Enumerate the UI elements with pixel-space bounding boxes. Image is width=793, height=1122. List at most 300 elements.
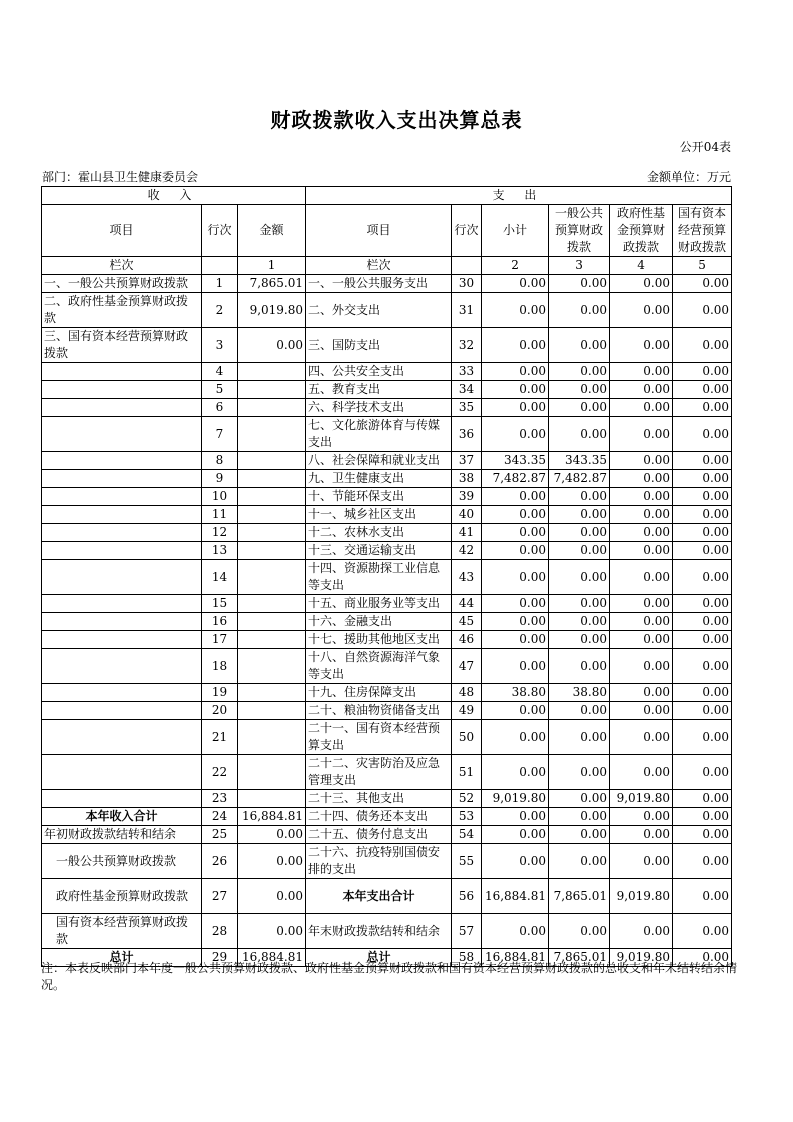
general-budget-amount: 0.00 [549, 488, 610, 506]
expense-row-number: 47 [452, 649, 482, 684]
state-capital-amount: 0.00 [673, 808, 732, 826]
expense-item: 二十三、其他支出 [306, 790, 452, 808]
expense-item: 十六、金融支出 [306, 613, 452, 631]
table-row [42, 844, 732, 879]
income-row-number: 14 [202, 560, 238, 595]
table-row [42, 914, 732, 949]
general-budget-amount: 7,865.01 [549, 879, 610, 914]
state-capital-amount: 0.00 [673, 649, 732, 684]
state-capital-amount: 0.00 [673, 560, 732, 595]
table-row [42, 595, 732, 613]
gov-fund-amount: 0.00 [610, 399, 673, 417]
income-amount: 0.00 [238, 914, 306, 949]
income-item [42, 649, 202, 684]
table-row [42, 399, 732, 417]
state-capital-header: 国有资本经营预算财政拨款 [673, 205, 732, 257]
income-amount [238, 452, 306, 470]
table-row [42, 488, 732, 506]
income-amount [238, 399, 306, 417]
general-budget-amount: 343.35 [549, 452, 610, 470]
expense-item: 一、一般公共服务支出 [306, 275, 452, 293]
income-amount: 16,884.81 [238, 949, 306, 967]
expense-item: 二十、粮油物资储备支出 [306, 702, 452, 720]
general-budget-amount: 0.00 [549, 399, 610, 417]
column-label: 栏次 [42, 257, 202, 275]
income-item [42, 631, 202, 649]
income-row-number: 1 [202, 275, 238, 293]
subtotal-amount: 0.00 [482, 755, 549, 790]
gov-fund-amount: 0.00 [610, 755, 673, 790]
income-row-number: 18 [202, 649, 238, 684]
expense-row-number: 51 [452, 755, 482, 790]
subtotal-amount: 0.00 [482, 595, 549, 613]
expense-item: 十四、资源勘探工业信息等支出 [306, 560, 452, 595]
expense-item: 十、节能环保支出 [306, 488, 452, 506]
expense-item: 二、外交支出 [306, 293, 452, 328]
income-row-number: 4 [202, 363, 238, 381]
general-budget-amount: 0.00 [549, 844, 610, 879]
income-amount [238, 417, 306, 452]
expense-item: 十九、住房保障支出 [306, 684, 452, 702]
table-row [42, 452, 732, 470]
expense-row-number: 55 [452, 844, 482, 879]
expense-row-number: 38 [452, 470, 482, 488]
income-row-number: 16 [202, 613, 238, 631]
general-budget-amount: 7,482.87 [549, 470, 610, 488]
income-row-number: 27 [202, 879, 238, 914]
subtotal-amount: 0.00 [482, 488, 549, 506]
income-header: 收 入 [42, 187, 306, 205]
table-note: 注：本表反映部门本年度一般公共预算财政拨款、政府性基金预算财政拨款和国有资本经营预算财政拨款的总收支和年末结转结余情况。 [41, 961, 738, 992]
income-row-number: 20 [202, 702, 238, 720]
state-capital-amount: 0.00 [673, 790, 732, 808]
subtotal-amount: 16,884.81 [482, 949, 549, 967]
income-item-header: 项目 [42, 205, 202, 257]
expense-row-number: 46 [452, 631, 482, 649]
empty-cell [452, 257, 482, 275]
income-item [42, 488, 202, 506]
gov-fund-amount: 0.00 [610, 506, 673, 524]
income-amount [238, 613, 306, 631]
expense-row-number: 44 [452, 595, 482, 613]
subtotal-amount: 0.00 [482, 381, 549, 399]
expense-item: 五、教育支出 [306, 381, 452, 399]
income-item: 二、政府性基金预算财政拨款 [42, 293, 202, 328]
income-row-number: 13 [202, 542, 238, 560]
general-budget-amount: 0.00 [549, 417, 610, 452]
income-row-number: 15 [202, 595, 238, 613]
general-budget-amount: 0.00 [549, 542, 610, 560]
income-row-number: 3 [202, 328, 238, 363]
income-item [42, 720, 202, 755]
general-budget-amount: 0.00 [549, 506, 610, 524]
table-row [42, 560, 732, 595]
column-number-1: 1 [238, 257, 306, 275]
expense-item: 二十二、灾害防治及应急管理支出 [306, 755, 452, 790]
income-row-number: 24 [202, 808, 238, 826]
state-capital-amount: 0.00 [673, 452, 732, 470]
expense-row-number: 42 [452, 542, 482, 560]
gov-fund-amount: 0.00 [610, 844, 673, 879]
state-capital-amount: 0.00 [673, 826, 732, 844]
expense-row-number: 45 [452, 613, 482, 631]
expense-item: 十二、农林水支出 [306, 524, 452, 542]
gov-fund-amount: 0.00 [610, 702, 673, 720]
expense-item: 十八、自然资源海洋气象等支出 [306, 649, 452, 684]
table-row [42, 826, 732, 844]
subtotal-amount: 0.00 [482, 720, 549, 755]
table-row [42, 470, 732, 488]
income-amount [238, 631, 306, 649]
income-amount [238, 790, 306, 808]
subtotal-amount: 0.00 [482, 363, 549, 381]
state-capital-amount: 0.00 [673, 595, 732, 613]
gov-fund-header: 政府性基金预算财政拨款 [610, 205, 673, 257]
income-amount [238, 684, 306, 702]
table-row [42, 649, 732, 684]
gov-fund-amount: 0.00 [610, 649, 673, 684]
table-row [42, 524, 732, 542]
column-number-2: 2 [482, 257, 549, 275]
general-budget-amount: 7,865.01 [549, 949, 610, 967]
subtotal-amount: 0.00 [482, 275, 549, 293]
expense-header: 支 出 [306, 187, 732, 205]
table-row [42, 506, 732, 524]
income-item [42, 560, 202, 595]
income-row-number: 5 [202, 381, 238, 399]
expense-row-number: 39 [452, 488, 482, 506]
table-row [42, 381, 732, 399]
expense-row-number: 48 [452, 684, 482, 702]
expense-row-number: 37 [452, 452, 482, 470]
table-row [42, 790, 732, 808]
subtotal-amount: 38.80 [482, 684, 549, 702]
state-capital-amount: 0.00 [673, 381, 732, 399]
table-row [42, 613, 732, 631]
general-budget-amount: 0.00 [549, 293, 610, 328]
table-row [42, 702, 732, 720]
income-row-number: 6 [202, 399, 238, 417]
income-row-number: 25 [202, 826, 238, 844]
gov-fund-amount: 0.00 [610, 542, 673, 560]
subtotal-amount: 343.35 [482, 452, 549, 470]
income-row-number: 26 [202, 844, 238, 879]
subtotal-amount: 0.00 [482, 399, 549, 417]
general-budget-amount: 0.00 [549, 524, 610, 542]
income-amount [238, 649, 306, 684]
income-item: 总计 [42, 949, 202, 967]
income-row-number: 11 [202, 506, 238, 524]
income-rowno-header: 行次 [202, 205, 238, 257]
subtotal-header: 小计 [482, 205, 549, 257]
state-capital-amount: 0.00 [673, 470, 732, 488]
budget-summary-table [41, 186, 732, 967]
income-amount-header: 金额 [238, 205, 306, 257]
subtotal-amount: 16,884.81 [482, 879, 549, 914]
income-item [42, 363, 202, 381]
subtotal-amount: 0.00 [482, 524, 549, 542]
gov-fund-amount: 9,019.80 [610, 790, 673, 808]
gov-fund-amount: 9,019.80 [610, 879, 673, 914]
expense-row-number: 41 [452, 524, 482, 542]
state-capital-amount: 0.00 [673, 524, 732, 542]
income-row-number: 22 [202, 755, 238, 790]
income-item: 本年收入合计 [42, 808, 202, 826]
income-amount [238, 560, 306, 595]
income-item [42, 470, 202, 488]
expense-row-number: 31 [452, 293, 482, 328]
general-budget-amount: 0.00 [549, 328, 610, 363]
state-capital-amount: 0.00 [673, 363, 732, 381]
gov-fund-amount: 0.00 [610, 275, 673, 293]
expense-item: 二十四、债务还本支出 [306, 808, 452, 826]
state-capital-amount: 0.00 [673, 914, 732, 949]
expense-item: 二十一、国有资本经营预算支出 [306, 720, 452, 755]
general-budget-amount: 0.00 [549, 649, 610, 684]
expense-row-number: 56 [452, 879, 482, 914]
gov-fund-amount: 0.00 [610, 560, 673, 595]
general-budget-amount: 0.00 [549, 808, 610, 826]
state-capital-amount: 0.00 [673, 755, 732, 790]
expense-item: 八、社会保障和就业支出 [306, 452, 452, 470]
expense-row-number: 33 [452, 363, 482, 381]
income-amount [238, 755, 306, 790]
expense-row-number: 36 [452, 417, 482, 452]
gov-fund-amount: 0.00 [610, 613, 673, 631]
general-budget-amount: 38.80 [549, 684, 610, 702]
income-row-number: 17 [202, 631, 238, 649]
subtotal-amount: 0.00 [482, 914, 549, 949]
expense-row-number: 34 [452, 381, 482, 399]
general-budget-header: 一般公共预算财政拨款 [549, 205, 610, 257]
expense-item: 十三、交通运输支出 [306, 542, 452, 560]
expense-item: 四、公共安全支出 [306, 363, 452, 381]
table-row [42, 684, 732, 702]
income-amount [238, 488, 306, 506]
expense-item: 十一、城乡社区支出 [306, 506, 452, 524]
expense-row-number: 35 [452, 399, 482, 417]
income-item [42, 702, 202, 720]
state-capital-amount: 0.00 [673, 613, 732, 631]
income-row-number: 12 [202, 524, 238, 542]
gov-fund-amount: 0.00 [610, 720, 673, 755]
income-item [42, 684, 202, 702]
income-amount: 0.00 [238, 328, 306, 363]
state-capital-amount: 0.00 [673, 417, 732, 452]
income-row-number: 10 [202, 488, 238, 506]
subtotal-amount: 0.00 [482, 506, 549, 524]
column-label: 栏次 [306, 257, 452, 275]
income-item [42, 417, 202, 452]
department-label: 部门：霍山县卫生健康委员会 [42, 170, 199, 184]
gov-fund-amount: 0.00 [610, 524, 673, 542]
income-item [42, 506, 202, 524]
income-amount [238, 363, 306, 381]
table-row [42, 363, 732, 381]
income-amount [238, 524, 306, 542]
state-capital-amount: 0.00 [673, 720, 732, 755]
state-capital-amount: 0.00 [673, 879, 732, 914]
income-item: 三、国有资本经营预算财政拨款 [42, 328, 202, 363]
income-item: 一、一般公共预算财政拨款 [42, 275, 202, 293]
table-row [42, 631, 732, 649]
state-capital-amount: 0.00 [673, 293, 732, 328]
state-capital-amount: 0.00 [673, 631, 732, 649]
subtotal-amount: 0.00 [482, 649, 549, 684]
income-row-number: 29 [202, 949, 238, 967]
gov-fund-amount: 0.00 [610, 293, 673, 328]
state-capital-amount: 0.00 [673, 844, 732, 879]
column-number-4: 4 [610, 257, 673, 275]
gov-fund-amount: 0.00 [610, 808, 673, 826]
income-item: 年初财政拨款结转和结余 [42, 826, 202, 844]
income-item [42, 399, 202, 417]
income-amount: 7,865.01 [238, 275, 306, 293]
state-capital-amount: 0.00 [673, 702, 732, 720]
state-capital-amount: 0.00 [673, 399, 732, 417]
income-item: 国有资本经营预算财政拨款 [42, 914, 202, 949]
expense-row-number: 32 [452, 328, 482, 363]
income-item [42, 452, 202, 470]
subtotal-amount: 0.00 [482, 613, 549, 631]
income-amount [238, 595, 306, 613]
subtotal-amount: 7,482.87 [482, 470, 549, 488]
expense-item: 总计 [306, 949, 452, 967]
table-row [42, 275, 732, 293]
empty-cell [202, 257, 238, 275]
expense-row-number: 30 [452, 275, 482, 293]
gov-fund-amount: 9,019.80 [610, 949, 673, 967]
income-row-number: 21 [202, 720, 238, 755]
table-row [42, 328, 732, 363]
table-row [42, 720, 732, 755]
income-row-number: 28 [202, 914, 238, 949]
income-amount [238, 506, 306, 524]
general-budget-amount: 0.00 [549, 275, 610, 293]
state-capital-amount: 0.00 [673, 488, 732, 506]
expense-item: 七、文化旅游体育与传媒支出 [306, 417, 452, 452]
subtotal-amount: 0.00 [482, 631, 549, 649]
state-capital-amount: 0.00 [673, 506, 732, 524]
income-row-number: 9 [202, 470, 238, 488]
column-number-3: 3 [549, 257, 610, 275]
state-capital-amount: 0.00 [673, 684, 732, 702]
general-budget-amount: 0.00 [549, 595, 610, 613]
subtotal-amount: 0.00 [482, 826, 549, 844]
income-item [42, 381, 202, 399]
expense-row-number: 50 [452, 720, 482, 755]
gov-fund-amount: 0.00 [610, 363, 673, 381]
income-item [42, 755, 202, 790]
subtotal-amount: 0.00 [482, 417, 549, 452]
income-item: 政府性基金预算财政拨款 [42, 879, 202, 914]
expense-item: 十五、商业服务业等支出 [306, 595, 452, 613]
state-capital-amount: 0.00 [673, 949, 732, 967]
income-amount: 9,019.80 [238, 293, 306, 328]
state-capital-amount: 0.00 [673, 542, 732, 560]
income-item [42, 790, 202, 808]
form-number: 公开04表 [679, 140, 731, 154]
income-amount [238, 702, 306, 720]
table-row [42, 879, 732, 914]
state-capital-amount: 0.00 [673, 328, 732, 363]
expense-item: 本年支出合计 [306, 879, 452, 914]
subtotal-amount: 0.00 [482, 293, 549, 328]
table-row [42, 542, 732, 560]
gov-fund-amount: 0.00 [610, 470, 673, 488]
general-budget-amount: 0.00 [549, 826, 610, 844]
income-row-number: 19 [202, 684, 238, 702]
gov-fund-amount: 0.00 [610, 595, 673, 613]
general-budget-amount: 0.00 [549, 702, 610, 720]
gov-fund-amount: 0.00 [610, 381, 673, 399]
table-row [42, 293, 732, 328]
expense-row-number: 49 [452, 702, 482, 720]
expense-item-header: 项目 [306, 205, 452, 257]
subtotal-amount: 0.00 [482, 808, 549, 826]
table-row [42, 755, 732, 790]
subtotal-amount: 0.00 [482, 844, 549, 879]
expense-row-number: 52 [452, 790, 482, 808]
general-budget-amount: 0.00 [549, 790, 610, 808]
state-capital-amount: 0.00 [673, 275, 732, 293]
income-row-number: 23 [202, 790, 238, 808]
income-row-number: 7 [202, 417, 238, 452]
column-number-5: 5 [673, 257, 732, 275]
subtotal-amount: 0.00 [482, 702, 549, 720]
table-row [42, 808, 732, 826]
expense-row-number: 40 [452, 506, 482, 524]
income-amount: 0.00 [238, 826, 306, 844]
gov-fund-amount: 0.00 [610, 684, 673, 702]
gov-fund-amount: 0.00 [610, 914, 673, 949]
expense-row-number: 54 [452, 826, 482, 844]
general-budget-amount: 0.00 [549, 613, 610, 631]
general-budget-amount: 0.00 [549, 720, 610, 755]
expense-row-number: 53 [452, 808, 482, 826]
gov-fund-amount: 0.00 [610, 826, 673, 844]
gov-fund-amount: 0.00 [610, 452, 673, 470]
income-item: 一般公共预算财政拨款 [42, 844, 202, 879]
general-budget-amount: 0.00 [549, 381, 610, 399]
amount-unit-label: 金额单位：万元 [646, 170, 731, 184]
general-budget-amount: 0.00 [549, 755, 610, 790]
income-amount [238, 470, 306, 488]
expense-row-number: 58 [452, 949, 482, 967]
income-item [42, 542, 202, 560]
expense-item: 六、科学技术支出 [306, 399, 452, 417]
income-item [42, 595, 202, 613]
expense-row-number: 43 [452, 560, 482, 595]
income-item [42, 524, 202, 542]
expense-item: 九、卫生健康支出 [306, 470, 452, 488]
gov-fund-amount: 0.00 [610, 488, 673, 506]
subtotal-amount: 0.00 [482, 328, 549, 363]
expense-item: 十七、援助其他地区支出 [306, 631, 452, 649]
income-amount: 0.00 [238, 879, 306, 914]
expense-row-number: 57 [452, 914, 482, 949]
income-amount [238, 720, 306, 755]
gov-fund-amount: 0.00 [610, 328, 673, 363]
income-item [42, 613, 202, 631]
report-title: 财政拨款收入支出决算总表 [270, 108, 523, 132]
general-budget-amount: 0.00 [549, 914, 610, 949]
subtotal-amount: 9,019.80 [482, 790, 549, 808]
income-row-number: 2 [202, 293, 238, 328]
expense-rowno-header: 行次 [452, 205, 482, 257]
income-row-number: 8 [202, 452, 238, 470]
income-amount [238, 542, 306, 560]
